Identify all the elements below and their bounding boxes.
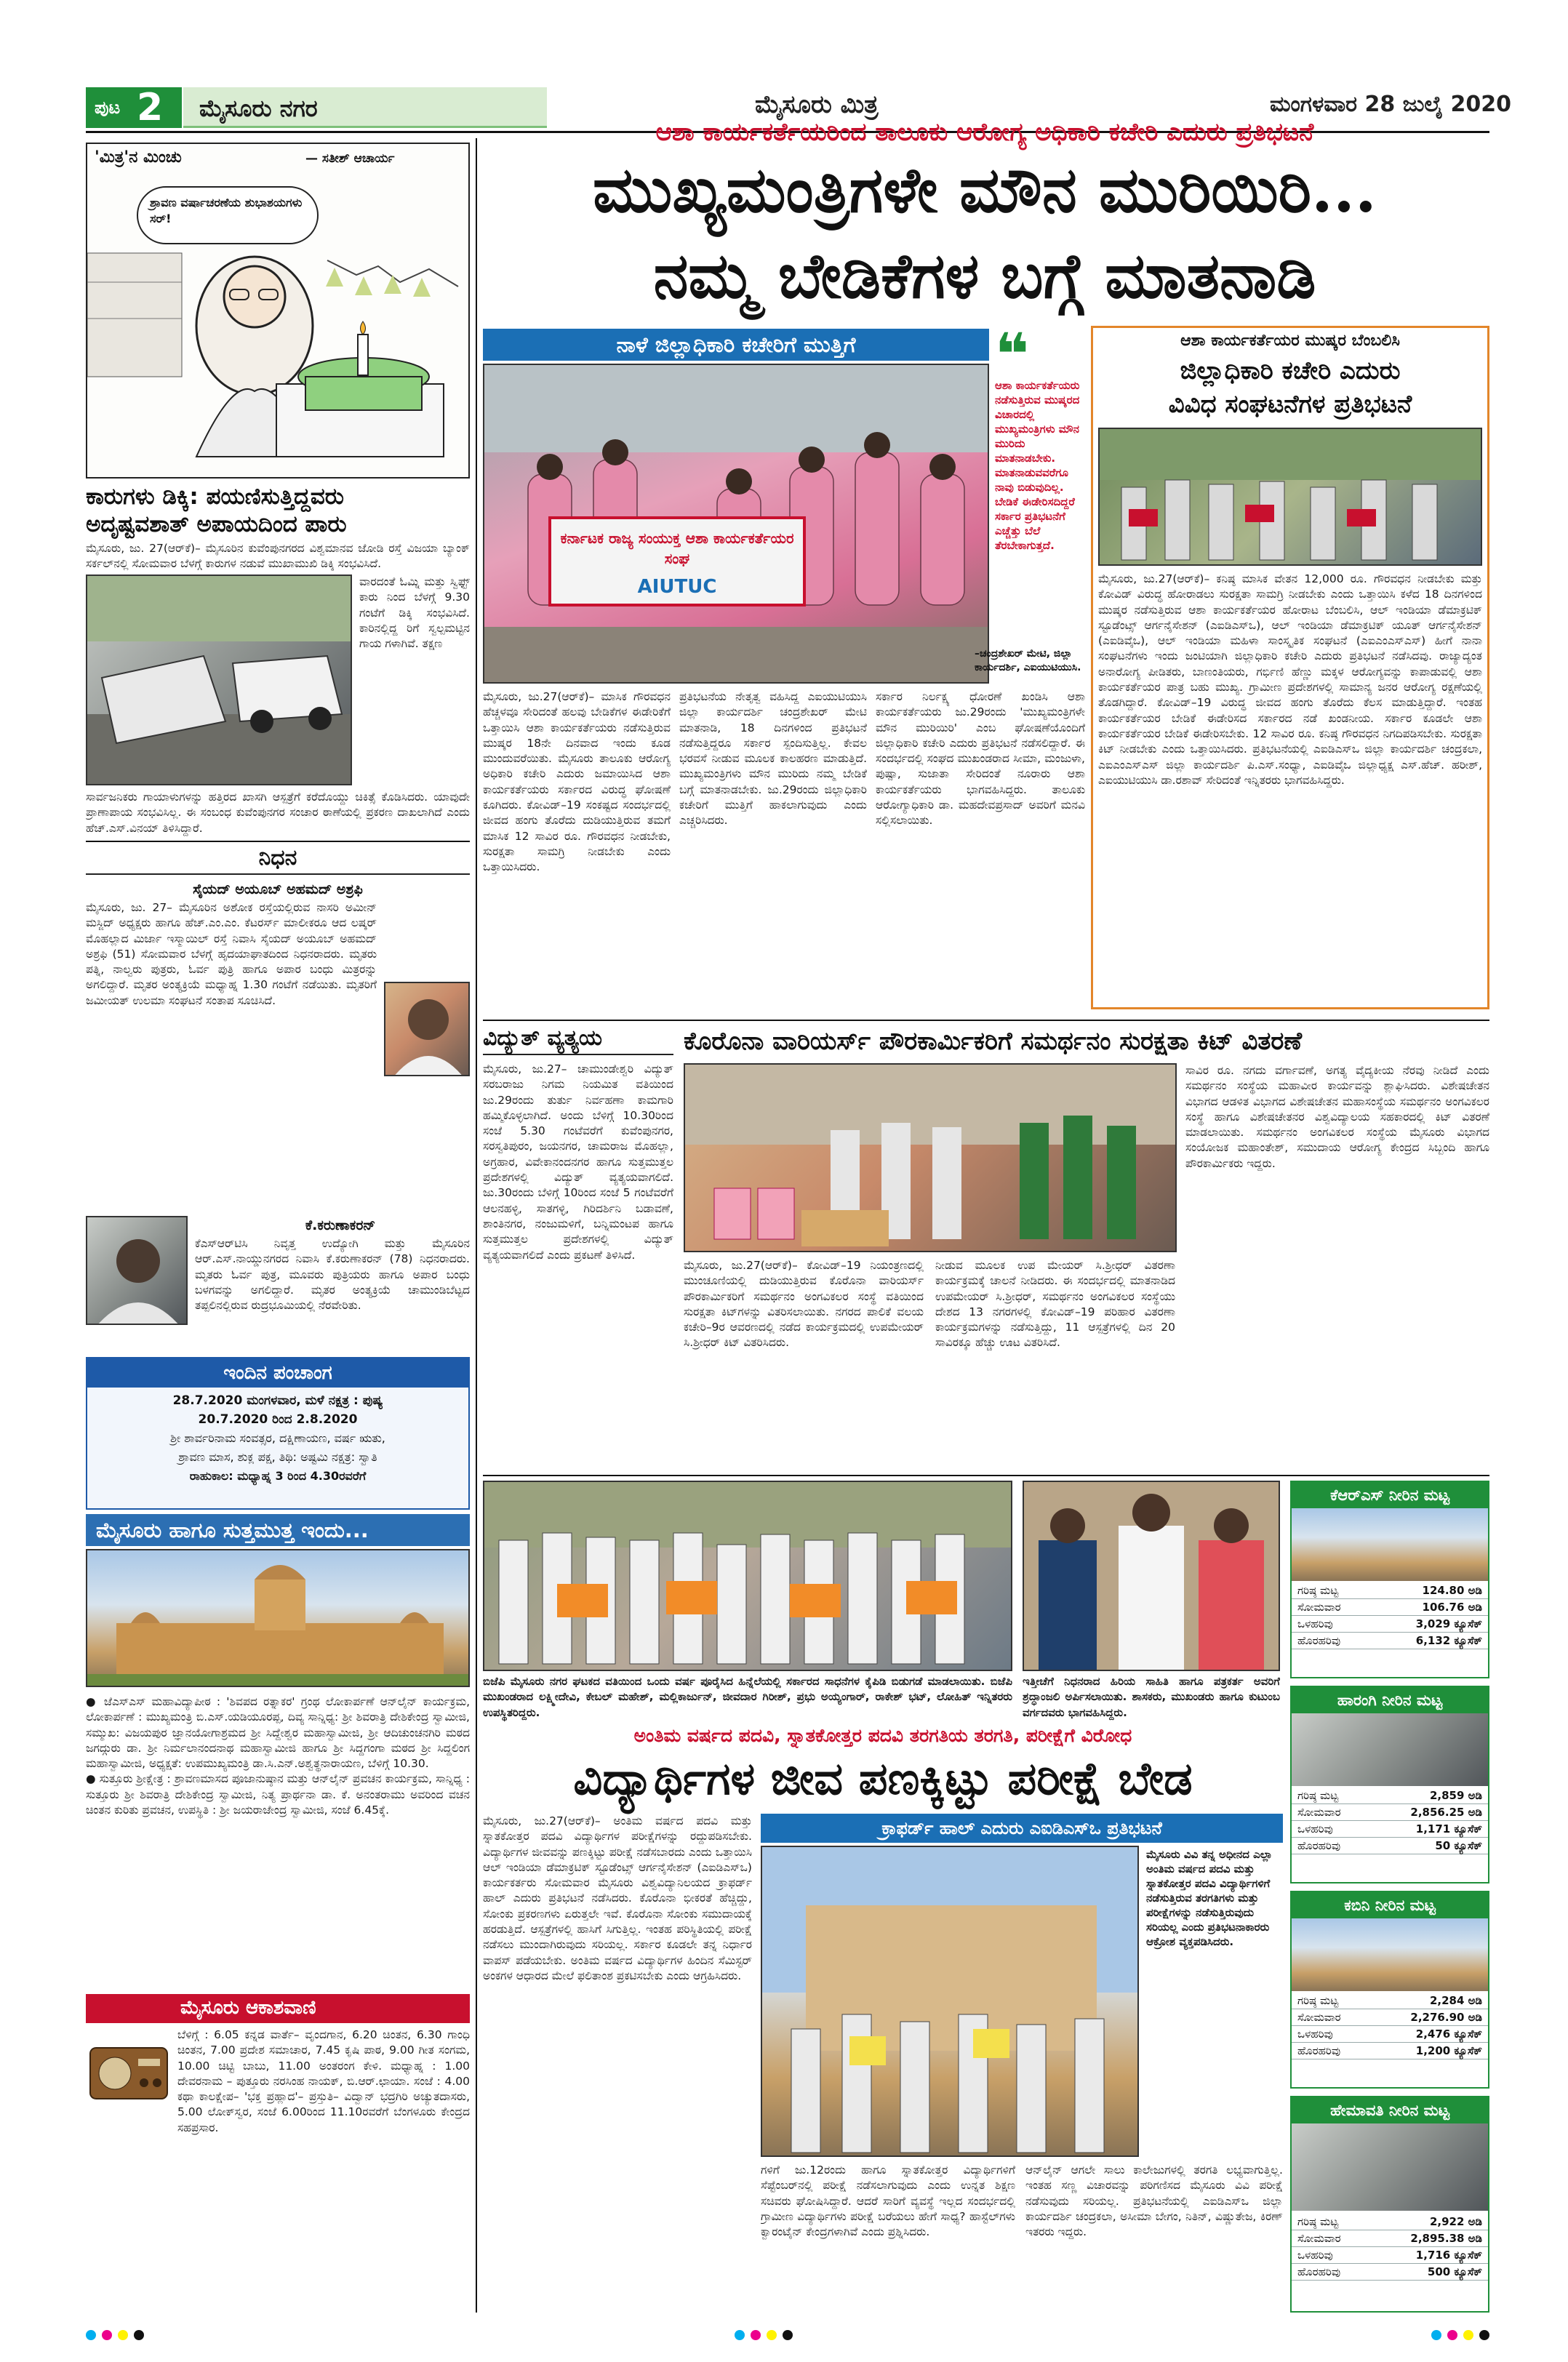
registration-mark [1463, 2330, 1473, 2340]
row-value: 50 ಕ್ಯೂಸೆಕ್ [1369, 1838, 1488, 1854]
cartoon-box [86, 143, 470, 479]
row-value: 106.76 ಅಡಿ [1373, 1599, 1488, 1616]
table-row [1292, 2009, 1488, 2026]
dam-photo [1292, 1508, 1488, 1581]
radio-header-text: ಮೈಸೂರು ಆಕಾಶವಾಣಿ [180, 1997, 316, 2019]
asha-photo-shapes [484, 365, 989, 684]
cartoon-title: 'ಮಿತ್ರ'ನ ಮಿಂಚು [95, 148, 182, 167]
dam-photo [1292, 1713, 1488, 1786]
right-protest-photo [1098, 428, 1482, 566]
row-value: 2,856.25 ಅಡಿ [1369, 1804, 1488, 1821]
exam-col-1: ಮೈಸೂರು, ಜು.27(ಆರ್‌ಕೆ)– ಅಂತಿಮ ವರ್ಷದ ಪದವಿ ಮತ್ತು ಸ್ನಾತಕೋತ್ತರ ಪದವಿ ವಿದ್ಯಾರ್ಥಿಗಳ ಪರೀಕ್ಷೆಗಳನ್ನು ರದ್ದುಪಡಿಸಬೇಕು. ವಿದ್ಯಾರ್ಥಿಗಳ ಜೀವವನ್ನು ಪಣಕ್ಕಿಟ್ಟು ಪರೀಕ್ಷೆ ನಡೆಸಬಾರದು ಎಂದು ಒತ್ತಾಯಿಸಿ ಆಲ್ ಇಂಡಿಯಾ ಡೆಮಾಕ್ರಟಿಕ್ ಸ್ಟೂಡೆಂಟ್ಸ್ ಆರ್ಗನೈಸೇಶನ್ (ಎಐಡಿಎಸ್‌ಒ) ಕಾರ್ಯಕರ್ತರು ಸೋಮವಾರ ಮೈಸೂರು ವಿಶ್ವವಿದ್ಯಾನಿಲಯದ ಕ್ರಾಫರ್ಡ್ ಹಾಲ್ ಎದುರು ಪ್ರತಿಭಟನೆ ನಡೆಸಿದರು. ಕೊರೊನಾ ಭೀಕರತೆ ಹೆಚ್ಚಿದ್ದು, ಸೋಂಕು ಪ್ರಕರಣಗಳು ಏರುತ್ತಲೇ ಇವೆ. ಕೊರೊನಾ ಸೋಂಕು ಸಮುದಾಯಕ್ಕೆ ಹರಡುತ್ತಿದೆ. ಆಸ್ಪತ್ರೆಗಳಲ್ಲಿ ಹಾಸಿಗೆ ಸಿಗುತ್ತಿಲ್ಲ. ಇಂತಹ ಪರಿಸ್ಥಿತಿಯಲ್ಲಿ ಪರೀಕ್ಷೆ ನಡೆಸಲು ಮುಂದಾಗಿರುವುದು ಸರಿಯಲ್ಲ. ಸರ್ಕಾರ ಕೂಡಲೇ ತನ್ನ ನಿರ್ಧಾರ ವಾಪಸ್ ಪಡೆಯಬೇಕು. ಅಂತಿಮ ವರ್ಷದ ವಿದ್ಯಾರ್ಥಿಗಳ ಹಿಂದಿನ ಸೆಮಿಸ್ಟರ್ ಅಂಕಗಳ ಆಧಾರದ ಮೇಲೆ ಫಲಿತಾಂಶ ಪ್ರಕಟಿಸಬೇಕು ಎಂದು ಆಗ್ರಹಿಸಿದರು. [483, 1814, 752, 1982]
exam-protest-photo [761, 1846, 1139, 2157]
palace-shape [87, 1550, 470, 1687]
asha-banner-text: ಕರ್ನಾಟಕ ರಾಜ್ಯ ಸಂಯುಕ್ತ ಆಶಾ ಕಾರ್ಯಕರ್ತೆಯರ ಸಂಘ [560, 529, 794, 567]
quote-mark: ❝ [995, 321, 1029, 388]
table-row [1292, 2247, 1488, 2264]
table-row [1292, 2214, 1488, 2230]
section-name: ಮೈಸೂರು ನಗರ [199, 95, 318, 122]
table-row [1292, 1838, 1488, 1854]
row-value: 2,922 ಅಡಿ [1369, 2214, 1488, 2230]
row-label: ಒಳಹರಿವು [1292, 1616, 1373, 1633]
right-headline-1: ಜಿಲ್ಲಾಧಿಕಾರಿ ಕಚೇರಿ ಎದುರು [1180, 356, 1401, 385]
row-label: ಒಳಹರಿವು [1292, 1821, 1369, 1838]
row-value: 1,171 ಕ್ಯೂಸೆಕ್ [1369, 1821, 1488, 1838]
registration-mark [118, 2330, 128, 2340]
car-shapes [87, 576, 352, 785]
car-headline-1: ಕಾರುಗಳು ಡಿಕ್ಕಿ: ಪಯಣಿಸುತ್ತಿದ್ದವರು [86, 484, 344, 510]
radio-icon [86, 2026, 172, 2106]
asha-col-1: ಮೈಸೂರು, ಜು.27(ಆರ್‌ಕೆ)– ಮಾಸಿಕ ಗೌರವಧನ ಹೆಚ್ಚಳವೂ ಸೇರಿದಂತೆ ಹಲವು ಬೇಡಿಕೆಗಳ ಈಡೇರಿಕೆಗೆ ಒತ್ತಾಯಿಸಿ ಆಶಾ ಕಾರ್ಯಕರ್ತೆಯರು ನಡೆಸುತ್ತಿರುವ ಮುಷ್ಕರ 18ನೇ ದಿನವಾದ ಇಂದು ಕೂಡ ಮುಂದುವರೆಯಿತು. ಮೈಸೂರು ತಾಲೂಕು ಆರೋಗ್ಯ ಅಧಿಕಾರಿ ಕಚೇರಿ ಎದುರು ಜಮಾಯಿಸಿದ ಆಶಾ ಕಾರ್ಯಕರ್ತೆಯರು ಸರ್ಕಾರದ ವಿರುದ್ಧ ಘೋಷಣೆ ಕೂಗಿದರು. ಕೋವಿಡ್–19 ಸಂಕಷ್ಟದ ಸಂದರ್ಭದಲ್ಲಿ ಜೀವದ ಹಂಗು ತೊರೆದು ದುಡಿಯುತ್ತಿರುವ ತಮಗೆ ಮಾಸಿಕ 12 ಸಾವಿರ ರೂ. ಗೌರವಧನ ನೀಡಬೇಕು, ಸುರಕ್ಷತಾ ಸಾಮಗ್ರಿ ನೀಡಬೇಕು ಎಂದು ಒತ್ತಾಯಿಸಿದರು. [483, 690, 671, 874]
kit-headline: ಕೊರೊನಾ ವಾರಿಯರ್ಸ್ ಪೌರಕಾರ್ಮಿಕರಿಗೆ ಸಮರ್ಥನಂ ಸುರಕ್ಷತಾ ಕಿಟ್ ವಿತರಣೆ [684, 1027, 1303, 1056]
right-kicker: ಆಶಾ ಕಾರ್ಯಕರ್ತೆಯರ ಮುಷ್ಕರ ಬೆಂಬಲಿಸಿ [1180, 332, 1400, 350]
radio-set-icon [86, 2026, 172, 2106]
radio-text: ಬೆಳಿಗ್ಗೆ : 6.05 ಕನ್ನಡ ವಾರ್ತೆ– ವೃಂದಗಾನ, 6.20 ಚಿಂತನ, 6.30 ಗಾಂಧಿ ಚಿಂತನ, 7.00 ಪ್ರದೇಶ ಸಮಾಚಾರ, 7.45 ಕೃಷಿ ಪಾಠ, 9.00 ಗೀತ ಸಂಗಮ, 10.00 ಚಿಟ್ಟಿ ಬಾಬು, 11.00 ಅಂತರಂಗ ಕೇಳಿ. ಮಧ್ಯಾಹ್ನ : 1.00 ದೇವರನಾಮ – ಪುತ್ತೂರು ನರಸಿಂಹ ನಾಯಕ್, ಬಿ.ಆರ್.ಛಾಯಾ. ಸಂಜೆ : 4.00 ಕಥಾ ಕಾಲಕ್ಷೇಪ– 'ಭಕ್ತ ಪ್ರಹ್ಲಾದ'– ಪ್ರಸ್ತುತಿ– ವಿದ್ವಾನ್ ಭದ್ರಗಿರಿ ಅಚ್ಯುತದಾಸರು, 5.00 ಲೋಕ್‌ಸ್ವರ, ಸಂಜೆ 6.00ರಿಂದ 11.10ರವರೆಗೆ ಬೆಂಗಳೂರು ಕೇಂದ್ರದ ಸಹಪ್ರಸಾರ. [177, 2028, 470, 2134]
cartoon-drawing [87, 144, 470, 479]
table-row [1292, 1993, 1488, 2009]
cartoon-artist: — ಸತೀಶ್ ಆಚಾರ್ಯ [305, 151, 395, 166]
radio-header [86, 1994, 470, 2023]
table-row [1292, 2043, 1488, 2059]
row-label: ಹೊರಹರಿವು [1292, 1838, 1369, 1854]
exam-col-3: ಆನ್‌ಲೈನ್ ಆಗಲೇ ಸಾಲು ಕಾಲೇಜುಗಳಲ್ಲಿ ತರಗತಿ ಲಭ್ಯವಾಗುತ್ತಿಲ್ಲ. ಇಂತಹ ಸಣ್ಣ ವಿಚಾರವನ್ನು ಪರಿಗಣಿಸದ ಮೈಸೂರು ವಿವಿ ಪರೀಕ್ಷೆ ನಡೆಸುವುದು ಸರಿಯಲ್ಲ. ಪ್ರತಿಭಟನೆಯಲ್ಲಿ ಎಐಡಿಎಸ್‌ಒ ಜಿಲ್ಲಾ ಕಾರ್ಯದರ್ಶಿ ಚಂದ್ರಕಲಾ, ಅಸೀಮಾ ಬೇಗಂ, ನಿತಿನ್, ವಿಷ್ಣುತೇಜ, ಕಿರಣ್ ಇತರರು ಇದ್ದರು. [1025, 2163, 1283, 2239]
issue-date: ಮಂಗಳವಾರ 28 ಜುಲೈ 2020 [1269, 92, 1511, 117]
events-header: ಮೈಸೂರು ಹಾಗೂ ಸುತ್ತಮುತ್ತ ಇಂದು... [86, 1514, 470, 1546]
kit-col-3: ಸಾವಿರ ರೂ. ನಗದು ವರ್ಗಾವಣೆ, ಅಗತ್ಯ ವೈದ್ಯಕೀಯ ನೆರವು ನೀಡಿದೆ ಎಂದು ಸಮರ್ಥನಂ ಸಂಸ್ಥೆಯ ಮಹಾವೀರ ಕಾರ್ಯವನ್ನು ಶ್ಲಾಘಿಸಿದರು. ವಿಶೇಷಚೇತನ ವಿಭಾಗದ ಆಡಳಿತ ವಿಭಾಗದ ವಿಶೇಷಚೇತನ ಮಹಾಸಂಸ್ಥೆಯ ಸಮರ್ಥನಂ ಅಂಗವಿಕಲರ ಸಂಸ್ಥೆ ಹಾಗೂ ವಿಶೇಷಚೇತನರ ವಿಶ್ವವಿದ್ಯಾಲಯ ಸಹಕಾರದಲ್ಲಿ ಕಿಟ್ ವಿತರಣೆ ಮಾಡಲಾಯಿತು. ಸಮರ್ಥನಂ ಅಂಗವಿಕಲರ ಸಂಸ್ಥೆಯ ಮೈಸೂರು ವಿಭಾಗದ ಸಂಯೋಜಕ ಮಹಾಂತೇಶ್, ಸಮುದಾಯ ಆರೋಗ್ಯ ಕೇಂದ್ರದ ಸಿಬ್ಬಂದಿ ಹಾಗೂ ಪೌರಕಾರ್ಮಿಕರು ಇದ್ದರು. [1185, 1064, 1489, 1170]
car-accident-photo [86, 575, 352, 785]
reservoir-header: ಹಾರಂಗಿ ನೀರಿನ ಮಟ್ಟ [1292, 1687, 1488, 1713]
tribute-shapes [1024, 1482, 1280, 1671]
exam-kicker: ಅಂತಿಮ ವರ್ಷದ ಪದವಿ, ಸ್ನಾತಕೋತ್ತರ ಪದವಿ ತರಗತಿಯ ತರಗತಿ, ಪರೀಕ್ಷೆಗೆ ವಿರೋಧ [633, 1725, 1132, 1746]
divider [483, 1020, 1489, 1021]
asha-col-2: ಪ್ರತಿಭಟನೆಯ ನೇತೃತ್ವ ವಹಿಸಿದ್ದ ಎಐಯುಟಿಯುಸಿ ಜಿಲ್ಲಾ ಕಾರ್ಯದರ್ಶಿ ಚಂದ್ರಶೇಖರ್ ಮೇಟಿ ಮಾತನಾಡಿ, 18 ದಿನಗಳಿಂದ ಪ್ರತಿಭಟನೆ ನಡೆಸುತ್ತಿದ್ದರೂ ಸರ್ಕಾರ ಸ್ಪಂದಿಸುತ್ತಿಲ್ಲ. ಕೇವಲ ಭರವಸೆ ನೀಡುವ ಮೂಲಕ ಕಾಲಹರಣ ಮಾಡುತ್ತಿದೆ. ಮುಖ್ಯಮಂತ್ರಿಗಳು ಮೌನ ಮುರಿದು ನಮ್ಮ ಬೇಡಿಕೆ ಬಗ್ಗೆ ಮಾತನಾಡಬೇಕು. ಜು.29ರಂದು ಜಿಲ್ಲಾಧಿಕಾರಿ ಕಚೇರಿಗೆ ಮುತ್ತಿಗೆ ಹಾಕಲಾಗುವುದು ಎಂದು ಎಚ್ಚರಿಸಿದರು. [679, 690, 867, 828]
asha-banner-text-2: AIUTUC [637, 576, 717, 598]
registration-mark [735, 2330, 745, 2340]
tribute-caption: ಇತ್ತೀಚೆಗೆ ನಿಧನರಾದ ಹಿರಿಯ ಸಾಹಿತಿ ಹಾಗೂ ಪತ್ರಕರ್ತ ಅವರಿಗೆ ಶ್ರದ್ಧಾಂಜಲಿ ಅರ್ಪಿಸಲಾಯಿತು. ಶಾಸಕರು, ಮುಖಂಡರು ಹಾಗೂ ಕುಟುಂಬ ವರ್ಗದವರು ಭಾಗವಹಿಸಿದ್ದರು. [1023, 1675, 1280, 1719]
reservoir-table [1292, 1993, 1488, 2059]
row-label: ಗರಿಷ್ಠ ಮಟ್ಟ [1292, 1582, 1373, 1599]
table-row [1292, 1616, 1488, 1633]
obit-text-2: ಕೆಎಸ್‌ಆರ್‌ಟಿಸಿ ನಿವೃತ್ತ ಉದ್ಯೋಗಿ ಮತ್ತು ಮೈಸೂರಿನ ಆರ್.ಎಸ್.ನಾಯ್ಡುನಗರದ ನಿವಾಸಿ ಕೆ.ಕರುಣಾಕರನ್ (78) ನಿಧನರಾದರು. ಮೃತರು ಓರ್ವ ಪುತ್ರ, ಮೂವರು ಪುತ್ರಿಯರು ಹಾಗೂ ಅಪಾರ ಬಂಧು ಬಳಗವನ್ನು ಅಗಲಿದ್ದಾರೆ. ಮೃತರ ಅಂತ್ಯಕ್ರಿಯೆ ಚಾಮುಂಡಿಬೆಟ್ಟದ ತಪ್ಪಲಿನಲ್ಲಿರುವ ರುದ್ರಭೂಮಿಯಲ್ಲಿ ನೆರವೇರಿತು. [195, 1237, 470, 1313]
row-value: 2,284 ಅಡಿ [1369, 1993, 1488, 2009]
registration-mark [1431, 2330, 1441, 2340]
table-row [1292, 1821, 1488, 1838]
reservoir-kabini [1290, 1891, 1489, 2089]
row-label: ಹೊರಹರಿವು [1292, 2043, 1369, 2059]
reservoir-krs [1290, 1481, 1489, 1678]
table-row [1292, 1582, 1488, 1599]
row-value: 2,276.90 ಅಡಿ [1369, 2009, 1488, 2026]
bubble-text: ಶ್ರಾವಣ ವರ್ಷಾಚರಣೆಯ ಶುಭಾಶಯಗಳು ಸರ್! [150, 196, 303, 225]
reservoir-harangi [1290, 1686, 1489, 1883]
registration-mark [1479, 2330, 1489, 2340]
car-side-text: ವಾರದಂತೆ ಓಮ್ನಿ ಮತ್ತು ಸ್ವಿಫ್ಟ್ ಕಾರು ನಿಂದ ಬೆಳಗ್ಗೆ 9.30 ಗಂಟೆಗೆ ಡಿಕ್ಕಿ ಸಂಭವಿಸಿದೆ. ಕಾರಿನಲ್ಲಿದ್ದ ರಿಗೆ ಸ್ವಲ್ಪಮಟ್ಟಿನ ಗಾಯ ಗಳಾಗಿವೆ. ತಕ್ಷಣ [359, 575, 470, 651]
row-value: 500 ಕ್ಯೂಸೆಕ್ [1369, 2264, 1488, 2281]
group-shapes [1100, 429, 1482, 566]
portrait-shape [385, 983, 470, 1076]
asha-quote: ಆಶಾ ಕಾರ್ಯಕರ್ತೆಯರು ನಡೆಸುತ್ತಿರುವ ಮುಷ್ಕರದ ವಿಚಾರದಲ್ಲಿ ಮುಖ್ಯಮಂತ್ರಿಗಳು ಮೌನ ಮುರಿದು ಮಾತನಾಡಬೇಕು. ಮಾತನಾಡುವವರೆಗೂ ನಾವು ಬಿಡುವುದಿಲ್ಲ. ಬೇಡಿಕೆ ಈಡೇರಿಸದಿದ್ದರೆ ಸರ್ಕಾರ ಪ್ರತಿಭಟನೆಗೆ ಎಚ್ಚೆತ್ತು ಬೆಲೆ ತೆರಬೇಕಾಗುತ್ತದೆ. [995, 379, 1080, 552]
registration-mark [1447, 2330, 1457, 2340]
bjp-caption: ಬಿಜೆಪಿ ಮೈಸೂರು ನಗರ ಘಟಕದ ವತಿಯಿಂದ ಒಂದು ವರ್ಷ ಪೂರೈಸಿದ ಹಿನ್ನೆಲೆಯಲ್ಲಿ ಸರ್ಕಾರದ ಸಾಧನೆಗಳ ಕೈಪಿಡಿ ಬಿಡುಗಡೆ ಮಾಡಲಾಯಿತು. ಬಿಜೆಪಿ ಮುಖಂಡರಾದ ಲಕ್ಷ್ಮೀದೇವಿ, ಕೇಬಲ್ ಮಹೇಶ್, ಮಲ್ಲಿಕಾರ್ಜುನ್, ಜೀವದಾರ ಗಿರೀಶ್, ಪ್ರಭು ಅಯ್ಯಂಗಾರ್, ರಾಕೇಶ್ ಭಟ್, ಲೋಹಿತ್ ಇನ್ನಿತರರು ಉಪಸ್ಥಿತರಿದ್ದರು. [483, 1675, 1012, 1719]
asha-headline-1: ಮುಖ್ಯಮಂತ್ರಿಗಳೇ ಮೌನ ಮುರಿಯಿರಿ... [593, 153, 1377, 227]
kit-distribution-photo [684, 1063, 1177, 1252]
electricity-text: ಮೈಸೂರು, ಜು.27– ಚಾಮುಂಡೇಶ್ವರಿ ವಿದ್ಯುತ್ ಸರಬರಾಜು ನಿಗಮ ನಿಯಮಿತ ವತಿಯಿಂದ ಜು.29ರಂದು ತುರ್ತು ನಿರ್ವಹಣಾ ಕಾಮಗಾರಿ ಹಮ್ಮಿಕೊಳ್ಳಲಾಗಿದೆ. ಅಂದು ಬೆಳಿಗ್ಗೆ 10.30ರಿಂದ ಸಂಜೆ 5.30 ಗಂಟೆವರೆಗೆ ಕುವೆಂಪುನಗರ, ಸರಸ್ವತಿಪುರಂ, ಜಯನಗರ, ಚಾಮರಾಜ ಮೊಹಲ್ಲಾ, ಅಗ್ರಹಾರ, ವಿವೇಕಾನಂದನಗರ ಹಾಗೂ ಸುತ್ತಮುತ್ತಲ ಪ್ರದೇಶಗಳಲ್ಲಿ ವಿದ್ಯುತ್ ವ್ಯತ್ಯಯವಾಗಲಿದೆ. ಜು.30ರಂದು ಬೆಳಿಗ್ಗೆ 10ರಿಂದ ಸಂಜೆ 5 ಗಂಟೆವರೆಗೆ ಆಲನಹಳ್ಳಿ, ಸಾತಗಳ್ಳಿ, ಗಿರಿದರ್ಶಿನಿ ಬಡಾವಣೆ, ಶಾಂತಿನಗರ, ನಂಜುಮಳಿಗೆ, ಬನ್ನಿಮಂಟಪ ಹಾಗೂ ಸುತ್ತಮುತ್ತಲ ಪ್ರದೇಶಗಳಲ್ಲಿ ವಿದ್ಯುತ್ ವ್ಯತ್ಯಯವಾಗಲಿದೆ ಎಂದು ಪ್ರಕಟಣೆ ತಿಳಿಸಿದೆ. [483, 1062, 673, 1262]
table-row [1292, 2264, 1488, 2281]
exam-photo-shapes [762, 1847, 1139, 2157]
obit-portrait-1 [384, 982, 470, 1076]
registration-mark [86, 2330, 96, 2340]
kit-col-2: ನೀಡುವ ಮೂಲಕ ಉಪ ಮೇಯರ್ ಸಿ.ಶ್ರೀಧರ್ ವಿತರಣಾ ಕಾರ್ಯಕ್ರಮಕ್ಕೆ ಚಾಲನೆ ನೀಡಿದರು. ಈ ಸಂದರ್ಭದಲ್ಲಿ ಮಾತನಾಡಿದ ಉಪಮೇಯರ್ ಸಿ.ಶ್ರೀಧರ್, ಸಮರ್ಥನಂ ಅಂಗವಿಕಲರ ಸಂಸ್ಥೆಯು ದೇಶದ 13 ನಗರಗಳಲ್ಲಿ ಕೋವಿಡ್–19 ಪರಿಹಾರ ವಿತರಣಾ ಕಾರ್ಯಕ್ರಮಗಳನ್ನು ನಡೆಸುತ್ತಿದ್ದು, 11 ಆಸ್ಪತ್ರೆಗಳಲ್ಲಿ ದಿನ 20 ಸಾವಿರಕ್ಕೂ ಹೆಚ್ಚು ಊಟ ವಿತರಿಸಿದೆ. [935, 1259, 1175, 1350]
right-story-text: ಮೈಸೂರು, ಜು.27(ಆರ್‌ಕೆ)– ಕನಿಷ್ಠ ಮಾಸಿಕ ವೇತನ 12,000 ರೂ. ಗೌರವಧನ ನೀಡಬೇಕು ಮತ್ತು ಕೋವಿಡ್ ವಿರುದ್ಧ ಹೋರಾಡಲು ಸುರಕ್ಷತಾ ಸಾಮಗ್ರಿ ನೀಡಬೇಕು ಎಂದು ಒತ್ತಾಯಿಸಿ ಕಳೆದ 18 ದಿನಗಳಿಂದ ಮುಷ್ಕರ ನಡೆಸುತ್ತಿರುವ ಆಶಾ ಕಾರ್ಯಕರ್ತೆಯರ ಹೋರಾಟ ಬೆಂಬಲಿಸಿ, ಆಲ್ ಇಂಡಿಯಾ ಡೆಮಾಕ್ರಟಿಕ್ ಸ್ಟೂಡೆಂಟ್ಸ್ ಆರ್ಗನೈಸೇಶನ್ (ಎಐಡಿಎಸ್‌ಒ), ಆಲ್ ಇಂಡಿಯಾ ಡೆಮಾಕ್ರಟಿಕ್ ಯೂತ್ ಆರ್ಗನೈಸೇಶನ್ (ಎಐಡಿವೈಒ), ಆಲ್ ಇಂಡಿಯಾ ಮಹಿಳಾ ಸಾಂಸ್ಕೃತಿಕ ಸಂಘಟನೆ (ಎಐಎಂಎಸ್‌ಎಸ್) ಹೀಗೆ ನಾನಾ ಸಂಘಟನೆಗಳು ಇಂದು ಜಂಟಿಯಾಗಿ ಜಿಲ್ಲಾಧಿಕಾರಿ ಕಚೇರಿ ಎದುರು ಪ್ರತಿಭಟನೆ ನಡೆಸಿದವು. ರಾಜ್ಯಾದ್ಯಂತ ಅನಾರೋಗ್ಯ ಪೀಡಿತರು, ಬಾಣಂತಿಯರು, ಗರ್ಭಿಣಿ ಹೆಣ್ಣು ಮಕ್ಕಳ ಆರೋಗ್ಯವನ್ನು ಕಾಪಾಡುವಲ್ಲಿ ಆಶಾ ಕಾರ್ಯಕರ್ತೆಯರ ಪಾತ್ರ ಬಹು ಮುಖ್ಯ. ಗ್ರಾಮೀಣ ಪ್ರದೇಶಗಳಲ್ಲಿ ಸಾಮಾನ್ಯ ಜನರ ಆರೋಗ್ಯ ರಕ್ಷಣೆಯಲ್ಲಿ ತೊಡಗಿದ್ದಾರೆ. ಕೋವಿಡ್–19 ವಿರುದ್ಧ ಜೀವದ ಹಂಗು ತೊರೆದು ಕೆಲಸ ಮಾಡುತ್ತಿದ್ದಾರೆ. ಇಂತಹ ಕಾರ್ಯಕರ್ತೆಯರ ಬೇಡಿಕೆ ಈಡೇರಿಸದ ಸರ್ಕಾರದ ನಡೆ ಖಂಡನೀಯ. ಸರ್ಕಾರ ಕೂಡಲೇ ಆಶಾ ಕಾರ್ಯಕರ್ತೆಯರ ಬೇಡಿಕೆ ಈಡೇರಿಸಬೇಕು. 12 ಸಾವಿರ ರೂ. ಕನಿಷ್ಠ ಗೌರವಧನ ನಿಗದಿಪಡಿಸಬೇಕು. ಸುರಕ್ಷತಾ ಕಿಟ್ ನೀಡಬೇಕು ಎಂದು ಒತ್ತಾಯಿಸಿದರು. ಪ್ರತಿಭಟನೆಯಲ್ಲಿ ಎಐಡಿಎಸ್‌ಒ ಜಿಲ್ಲಾ ಕಾರ್ಯದರ್ಶಿ ಚಂದ್ರಕಲಾ, ಎಐಎಂಎಸ್‌ಎಸ್ ಜಿಲ್ಲಾ ಕಾರ್ಯದರ್ಶಿ ಪಿ.ಎಸ್.ಸಂಧ್ಯಾ, ಎಐಡಿವೈಒ ಜಿಲ್ಲಾಧ್ಯಕ್ಷ ಎಸ್.ಹೆಚ್. ಹರೀಶ್, ಎಐಯುಟಿಯುಸಿ ಡಾ.ರಶಾವ್ ಸೇರಿದಂತೆ ಇನ್ನಿತರರು ಭಾಗವಹಿಸಿದ್ದರು. [1098, 572, 1482, 787]
page-number: 2 [137, 86, 164, 129]
registration-mark [751, 2330, 761, 2340]
reservoir-table [1292, 1787, 1488, 1854]
reservoir-header: ಕೆಆರ್‌ಎಸ್ ನೀರಿನ ಮಟ್ಟ [1292, 1482, 1488, 1508]
car-lead: ಮೈಸೂರು, ಜು. 27(ಆರ್‌ಕೆ)– ಮೈಸೂರಿನ ಕುವೆಂಪುನಗರದ ವಿಶ್ವಮಾನವ ಜೋಡಿ ರಸ್ತೆ ವಿಜಯಾ ಬ್ಯಾಂಕ್ ಸರ್ಕಲ್‌ನಲ್ಲಿ ಸೋಮವಾರ ಬೆಳಗ್ಗೆ ಕಾರುಗಳ ನಡುವೆ ಮುಖಾಮುಖಿ ಡಿಕ್ಕಿ ಸಂಭವಿಸಿದೆ. [86, 542, 470, 571]
dam-photo [1292, 1918, 1488, 1991]
row-label: ಗರಿಷ್ಠ ಮಟ್ಟ [1292, 1993, 1369, 2009]
table-row [1292, 1599, 1488, 1616]
obituary-header: ನಿಧನ [86, 845, 470, 875]
asha-quote-author: –ಚಂದ್ರಶೇಖರ್ ಮೇಟಿ, ಜಿಲ್ಲಾ ಕಾರ್ಯದರ್ಶಿ, ಎಐಯುಟಿಯುಸಿ. [975, 648, 1081, 673]
registration-mark [134, 2330, 144, 2340]
kit-col-1: ಮೈಸೂರು, ಜು.27(ಆರ್‌ಕೆ)– ಕೋವಿಡ್–19 ನಿಯಂತ್ರಣದಲ್ಲಿ ಮುಂಚೂಣಿಯಲ್ಲಿ ದುಡಿಯುತ್ತಿರುವ ಕೊರೊನಾ ವಾರಿಯರ್ಸ್ ಪೌರಕಾರ್ಮಿಕರಿಗೆ ಸಮರ್ಥನಂ ಅಂಗವಿಕಲರ ಸಂಸ್ಥೆ ವತಿಯಿಂದ ಸುರಕ್ಷತಾ ಕಿಟ್‌ಗಳನ್ನು ವಿತರಿಸಲಾಯಿತು. ನಗರದ ಪಾಲಿಕೆ ವಲಯ ಕಚೇರಿ–9ರ ಆವರಣದಲ್ಲಿ ನಡೆದ ಕಾರ್ಯಕ್ರಮದಲ್ಲಿ ಉಪಮೇಯರ್ ಸಿ.ಶ್ರೀಧರ್ ಕಿಟ್ ವಿತರಿಸಿದರು. [684, 1259, 924, 1350]
row-label: ಒಳಹರಿವು [1292, 2026, 1369, 2043]
registration-mark [783, 2330, 793, 2340]
exam-strip: ಕ್ರಾಫರ್ಡ್ ಹಾಲ್ ಎದುರು ಎಐಡಿಎಸ್‌ಒ ಪ್ರತಿಭಟನೆ [761, 1814, 1283, 1843]
row-value: 2,895.38 ಅಡಿ [1369, 2230, 1488, 2247]
obit-text-1: ಮೈಸೂರು, ಜು. 27– ಮೈಸೂರಿನ ಅಶೋಕ ರಸ್ತೆಯಲ್ಲಿರುವ ನಾಸರಿ ಅಮೀನ್ ಮಸ್ಜಿದ್ ಅಧ್ಯಕ್ಷರು ಹಾಗೂ ಹೆಚ್.ಎಂ.ಎಂ. ಕೆಟರರ್ಸ್ ಮಾಲೀಕರೂ ಆದ ಲಷ್ಕರ್ ಮೊಹಲ್ಲಾದ ಮಿರ್ಜಾ ಇಸ್ಮಾಯಿಲ್ ರಸ್ತೆ ನಿವಾಸಿ ಸೈಯದ್ ಅಯೂಬ್ ಅಹಮದ್ ಅಶ್ರಫಿ (51) ಸೋಮವಾರ ಬೆಳಗ್ಗೆ ಹೃದಯಾಘಾತದಿಂದ ನಿಧನರಾದರು. ಮೃತರು ಪತ್ನಿ, ನಾಲ್ವರು ಪುತ್ರರು, ಓರ್ವ ಪುತ್ರಿ ಹಾಗೂ ಅಪಾರ ಬಂಧು ಮಿತ್ರರನ್ನು ಅಗಲಿದ್ದಾರೆ. ಮೃತರ ಅಂತ್ಯಕ್ರಿಯೆ ಮಧ್ಯಾಹ್ನ 1.30 ಗಂಟೆಗೆ ನಡೆಯಿತು. ಮೃತರಿಗೆ ಜಮೀಯತ್ ಉಲಮಾ ಸಂಘಟನೆ ಸಂತಾಪ ಸೂಚಿಸಿದೆ. [86, 901, 377, 1007]
bjp-photo [483, 1481, 1012, 1671]
panchanga-line-2: 20.7.2020 ರಿಂದ 2.8.2020 [198, 1412, 358, 1427]
row-label: ಸೋಮವಾರ [1292, 2230, 1369, 2247]
row-label: ಗರಿಷ್ಠ ಮಟ್ಟ [1292, 1787, 1369, 1804]
row-value: 2,476 ಕ್ಯೂಸೆಕ್ [1369, 2026, 1488, 2043]
reservoir-hemavathi [1290, 2096, 1489, 2313]
obit-portrait-2 [86, 1216, 188, 1325]
car-tail-text: ಸಾರ್ವಜನಿಕರು ಗಾಯಾಳುಗಳನ್ನು ಹತ್ತಿರದ ಖಾಸಗಿ ಆಸ್ಪತ್ರೆಗೆ ಕರೆದೊಯ್ದು ಚಿಕಿತ್ಸೆ ಕೊಡಿಸಿದರು. ಯಾವುದೇ ಪ್ರಾಣಾಪಾಯ ಸಂಭವಿಸಿಲ್ಲ. ಈ ಸಂಬಂಧ ಕುವೆಂಪುನಗರ ಸಂಚಾರ ಠಾಣೆಯಲ್ಲಿ ಪ್ರಕರಣ ದಾಖಲಾಗಿದೆ ಎಂದು ಹೆಚ್.ಎಸ್.ವಿನಯ್ ತಿಳಿಸಿದ್ದಾರೆ. [86, 790, 470, 835]
exam-headline: ವಿದ್ಯಾರ್ಥಿಗಳ ಜೀವ ಪಣಕ್ಕಿಟ್ಟು ಪರೀಕ್ಷೆ ಬೇಡ [573, 1752, 1193, 1805]
asha-headline-2: ನಮ್ಮ ಬೇಡಿಕೆಗಳ ಬಗ್ಗೆ ಮಾತನಾಡಿ [653, 239, 1316, 313]
reservoir-header: ಕಬಿನಿ ನೀರಿನ ಮಟ್ಟ [1292, 1892, 1488, 1918]
registration-mark [767, 2330, 777, 2340]
row-label: ಸೋಮವಾರ [1292, 2009, 1369, 2026]
table-row [1292, 2026, 1488, 2043]
exam-col-2: ಗಳಿಗೆ ಜು.12ರಂದು ಹಾಗೂ ಸ್ನಾತಕೋತ್ತರ ವಿದ್ಯಾರ್ಥಿಗಳಿಗೆ ಸೆಪ್ಟೆಂಬರ್‌ನಲ್ಲಿ ಪರೀಕ್ಷೆ ನಡೆಸಲಾಗುವುದು ಎಂದು ಉನ್ನತ ಶಿಕ್ಷಣ ಸಚಿವರು ಘೋಷಿಸಿದ್ದಾರೆ. ಆದರೆ ಸಾರಿಗೆ ವ್ಯವಸ್ಥೆ ಇಲ್ಲದ ಸಂದರ್ಭದಲ್ಲಿ ಗ್ರಾಮೀಣ ವಿದ್ಯಾರ್ಥಿಗಳು ಪರೀಕ್ಷೆ ಬರೆಯಲು ಹೇಗೆ ಸಾಧ್ಯ? ಹಾಸ್ಟೆಲ್‌ಗಳು ಕ್ವಾರಂಟೈನ್ ಕೇಂದ್ರಗಳಾಗಿವೆ ಎಂದು ಪ್ರಶ್ನಿಸಿದರು. [761, 2163, 1015, 2239]
table-row [1292, 1787, 1488, 1804]
obit-name-1: ಸೈಯದ್ ಅಯೂಬ್ ಅಹಮದ್ ಅಶ್ರಫಿ [193, 881, 363, 897]
panchanga-line-1: 28.7.2020 ಮಂಗಳವಾರ, ಮಳೆ ನಕ್ಷತ್ರ : ಪುಷ್ಯ [172, 1393, 383, 1408]
column-rule [476, 138, 477, 2313]
panchanga-line-4: ಶ್ರಾವಣ ಮಾಸ, ಶುಕ್ಲ ಪಕ್ಷ, ತಿಥಿ: ಅಷ್ಟಮಿ ನಕ್ಷತ್ರ: ಸ್ವಾತಿ [178, 1450, 377, 1464]
mysore-palace-photo [86, 1549, 470, 1687]
paper-name: ಮೈಸೂರು ಮಿತ್ರ [755, 90, 879, 119]
row-value: 6,132 ಕ್ಯೂಸೆಕ್ [1373, 1633, 1488, 1649]
row-label: ಸೋಮವಾರ [1292, 1804, 1369, 1821]
page-number-box [86, 87, 182, 128]
asha-kicker: ಆಶಾ ಕಾರ್ಯಕರ್ತೆಯರಿಂದ ತಾಲೂಕು ಆರೋಗ್ಯ ಅಧಿಕಾರಿ ಕಚೇರಿ ಎದುರು ಪ್ರತಿಭಟನೆ [655, 118, 1314, 147]
car-headline-2: ಅದೃಷ್ಟವಶಾತ್ ಅಪಾಯದಿಂದ ಪಾರು [86, 511, 347, 537]
bjp-photo-shapes [484, 1482, 1012, 1671]
row-value: 1,200 ಕ್ಯೂಸೆಕ್ [1369, 2043, 1488, 2059]
reservoir-table [1292, 1582, 1488, 1649]
row-label: ಗರಿಷ್ಠ ಮಟ್ಟ [1292, 2214, 1369, 2230]
row-value: 124.80 ಅಡಿ [1373, 1582, 1488, 1599]
asha-strip: ನಾಳೆ ಜಿಲ್ಲಾಧಿಕಾರಿ ಕಚೇರಿಗೆ ಮುತ್ತಿಗೆ [483, 329, 989, 361]
kit-photo-shapes [685, 1065, 1177, 1252]
obit-name-2: ಕೆ.ಕರುಣಾಕರನ್ [305, 1217, 376, 1233]
panchanga-line-5: ರಾಹುಕಾಲ: ಮಧ್ಯಾಹ್ನ 3 ರಿಂದ 4.30ರವರೆಗೆ [189, 1469, 367, 1483]
page-label: ಪುಟ [95, 97, 121, 118]
reservoir-header: ಹೇಮಾವತಿ ನೀರಿನ ಮಟ್ಟ [1292, 2097, 1488, 2123]
obit-text-1b [86, 1073, 470, 1120]
panchanga-header: ಇಂದಿನ ಪಂಚಾಂಗ [87, 1358, 468, 1388]
divider [483, 1475, 1489, 1476]
row-value: 1,716 ಕ್ಯೂಸೆಕ್ [1369, 2247, 1488, 2264]
electricity-header: ವಿದ್ಯುತ್ ವ್ಯತ್ಯಯ [483, 1025, 673, 1055]
tribute-photo [1023, 1481, 1280, 1671]
table-row [1292, 2230, 1488, 2247]
panchanga-box [86, 1357, 470, 1510]
panchanga-line-3: ಶ್ರೀ ಶಾರ್ವರಿನಾಮ ಸಂವತ್ಸರ, ದಕ್ಷಿಣಾಯಣ, ವರ್ಷ ಋತು, [170, 1431, 385, 1445]
table-row [1292, 1633, 1488, 1649]
events-text: ● ಜೆಎಸ್‌ಎಸ್ ಮಹಾವಿದ್ಯಾಪೀಠ : 'ಶಿವಪದ ರತ್ನಾಕರ' ಗ್ರಂಥ ಲೋಕಾರ್ಪಣೆ ಆನ್‌ಲೈನ್ ಕಾರ್ಯಕ್ರಮ, ಲೋಕಾರ್ಪಣೆ : ಮುಖ್ಯಮಂತ್ರಿ ಬಿ.ಎಸ್.ಯಡಿಯೂರಪ್ಪ, ದಿವ್ಯ ಸಾನ್ನಿಧ್ಯ: ಶ್ರೀ ಶಿವರಾತ್ರಿ ದೇಶಿಕೇಂದ್ರ ಸ್ವಾಮೀಜಿ, ಸಮ್ಮುಖ: ವಿಜಯಪುರ ಜ್ಞಾನಯೋಗಾಶ್ರಮದ ಶ್ರೀ ಸಿದ್ದೇಶ್ವರ ಮಹಾಸ್ವಾಮೀಜಿ, ಶ್ರೀ ಆದಿಚುಂಚನಗಿರಿ ಮಠದ ಜಗದ್ಗುರು ಡಾ. ಶ್ರೀ ನಿರ್ಮಲಾನಂದನಾಥ ಮಹಾಸ್ವಾಮೀಜಿ ಹಾಗೂ ಶ್ರೀ ಸಿದ್ದಗಂಗಾ ಮಠದ ಶ್ರೀ ಸಿದ್ದಲಿಂಗ ಮಹಾಸ್ವಾಮೀಜಿ, ಅಧ್ಯಕ್ಷತೆ: ಉಪಮುಖ್ಯಮಂತ್ರಿ ಡಾ.ಸಿ.ಎನ್.ಅಶ್ವತ್ಥನಾರಾಯಣ, ಬೆಳಿಗ್ಗೆ 10.30. ● ಸುತ್ತೂರು ಶ್ರೀಕ್ಷೇತ್ರ : ಶ್ರಾವಣಮಾಸದ ಪೂಜಾನುಷ್ಠಾನ ಮತ್ತು ಆನ್‌ಲೈನ್ ಪ್ರವಚನ ಕಾರ್ಯಕ್ರಮ, ಸಾನ್ನಿಧ್ಯ : ಸುತ್ತೂರು ಶ್ರೀ ಶಿವರಾತ್ರಿ ದೇಶಿಕೇಂದ್ರ ಸ್ವಾಮೀಜಿ, ನಿತ್ಯ ಪ್ರಾರ್ಥನಾ ಡಾ. ಕೆ. ಅನಂತರಾಮು ಅವರಿಂದ ವಚನ ಚಿಂತನ ಕುರಿತು ಪ್ರವಚನ, ಉಪಸ್ಥಿತಿ : ಶ್ರೀ ಜಯರಾಜೇಂದ್ರ ಸ್ವಾಮೀಜಿ, ಸಂಜೆ 6.45ಕ್ಕೆ. [86, 1695, 470, 1817]
reservoir-table [1292, 2214, 1488, 2281]
table-row [1292, 1804, 1488, 1821]
row-label: ಸೋಮವಾರ [1292, 1599, 1373, 1616]
portrait-shape-2 [87, 1217, 188, 1325]
row-label: ಒಳಹರಿವು [1292, 2247, 1369, 2264]
dam-photo [1292, 2123, 1488, 2211]
registration-mark [102, 2330, 112, 2340]
exam-side-text: ಮೈಸೂರು ವಿವಿ ತನ್ನ ಅಧೀನದ ಎಲ್ಲಾ ಅಂತಿಮ ವರ್ಷದ ಪದವಿ ಮತ್ತು ಸ್ನಾತಕೋತ್ತರ ಪದವಿ ವಿದ್ಯಾರ್ಥಿಗಳಿಗೆ ನಡೆಸುತ್ತಿರುವ ತರಗತಿಗಳು ಮತ್ತು ಪರೀಕ್ಷೆಗಳನ್ನು ನಡೆಸುತ್ತಿರುವುದು ಸರಿಯಲ್ಲ ಎಂದು ಪ್ರತಿಭಟನಾಕಾರರು ಆಕ್ರೋಶ ವ್ಯಕ್ತಪಡಿಸಿದರು. [1146, 1848, 1273, 1948]
row-value: 2,859 ಅಡಿ [1369, 1787, 1488, 1804]
row-label: ಹೊರಹರಿವು [1292, 1633, 1373, 1649]
row-value: 3,029 ಕ್ಯೂಸೆಕ್ [1373, 1616, 1488, 1633]
asha-col-3: ಸರ್ಕಾರ ನಿರ್ಲಕ್ಷ್ಯ ಧೋರಣೆ ಖಂಡಿಸಿ ಆಶಾ ಕಾರ್ಯಕರ್ತೆಯರು ಜು.29ರಂದು 'ಮುಖ್ಯಮಂತ್ರಿಗಳೇ ಮೌನ ಮುರಿಯಿರಿ' ಎಂಬ ಘೋಷಣೆಯೊಂದಿಗೆ ಜಿಲ್ಲಾಧಿಕಾರಿ ಕಚೇರಿ ಎದುರು ಪ್ರತಿಭಟನೆ ನಡೆಸಲಿದ್ದಾರೆ. ಈ ಸಂದರ್ಭದಲ್ಲಿ ಸಂಘದ ಮುಖಂಡರಾದ ಸೀಮಾ, ಮಂಜುಳಾ, ಪುಷ್ಪಾ, ಸುಜಾತಾ ಸೇರಿದಂತೆ ನೂರಾರು ಆಶಾ ಕಾರ್ಯಕರ್ತೆಯರು ಭಾಗವಹಿಸಿದ್ದರು. ತಾಲೂಕು ಆರೋಗ್ಯಾಧಿಕಾರಿ ಡಾ. ಮಹದೇವಪ್ರಸಾದ್ ಅವರಿಗೆ ಮನವಿ ಸಲ್ಲಿಸಲಾಯಿತು. [876, 690, 1085, 828]
right-headline-2: ವಿವಿಧ ಸಂಘಟನೆಗಳ ಪ್ರತಿಭಟನೆ [1168, 390, 1412, 419]
asha-protest-photo [483, 364, 989, 684]
row-label: ಹೊರಹರಿವು [1292, 2264, 1369, 2281]
divider [86, 841, 470, 842]
